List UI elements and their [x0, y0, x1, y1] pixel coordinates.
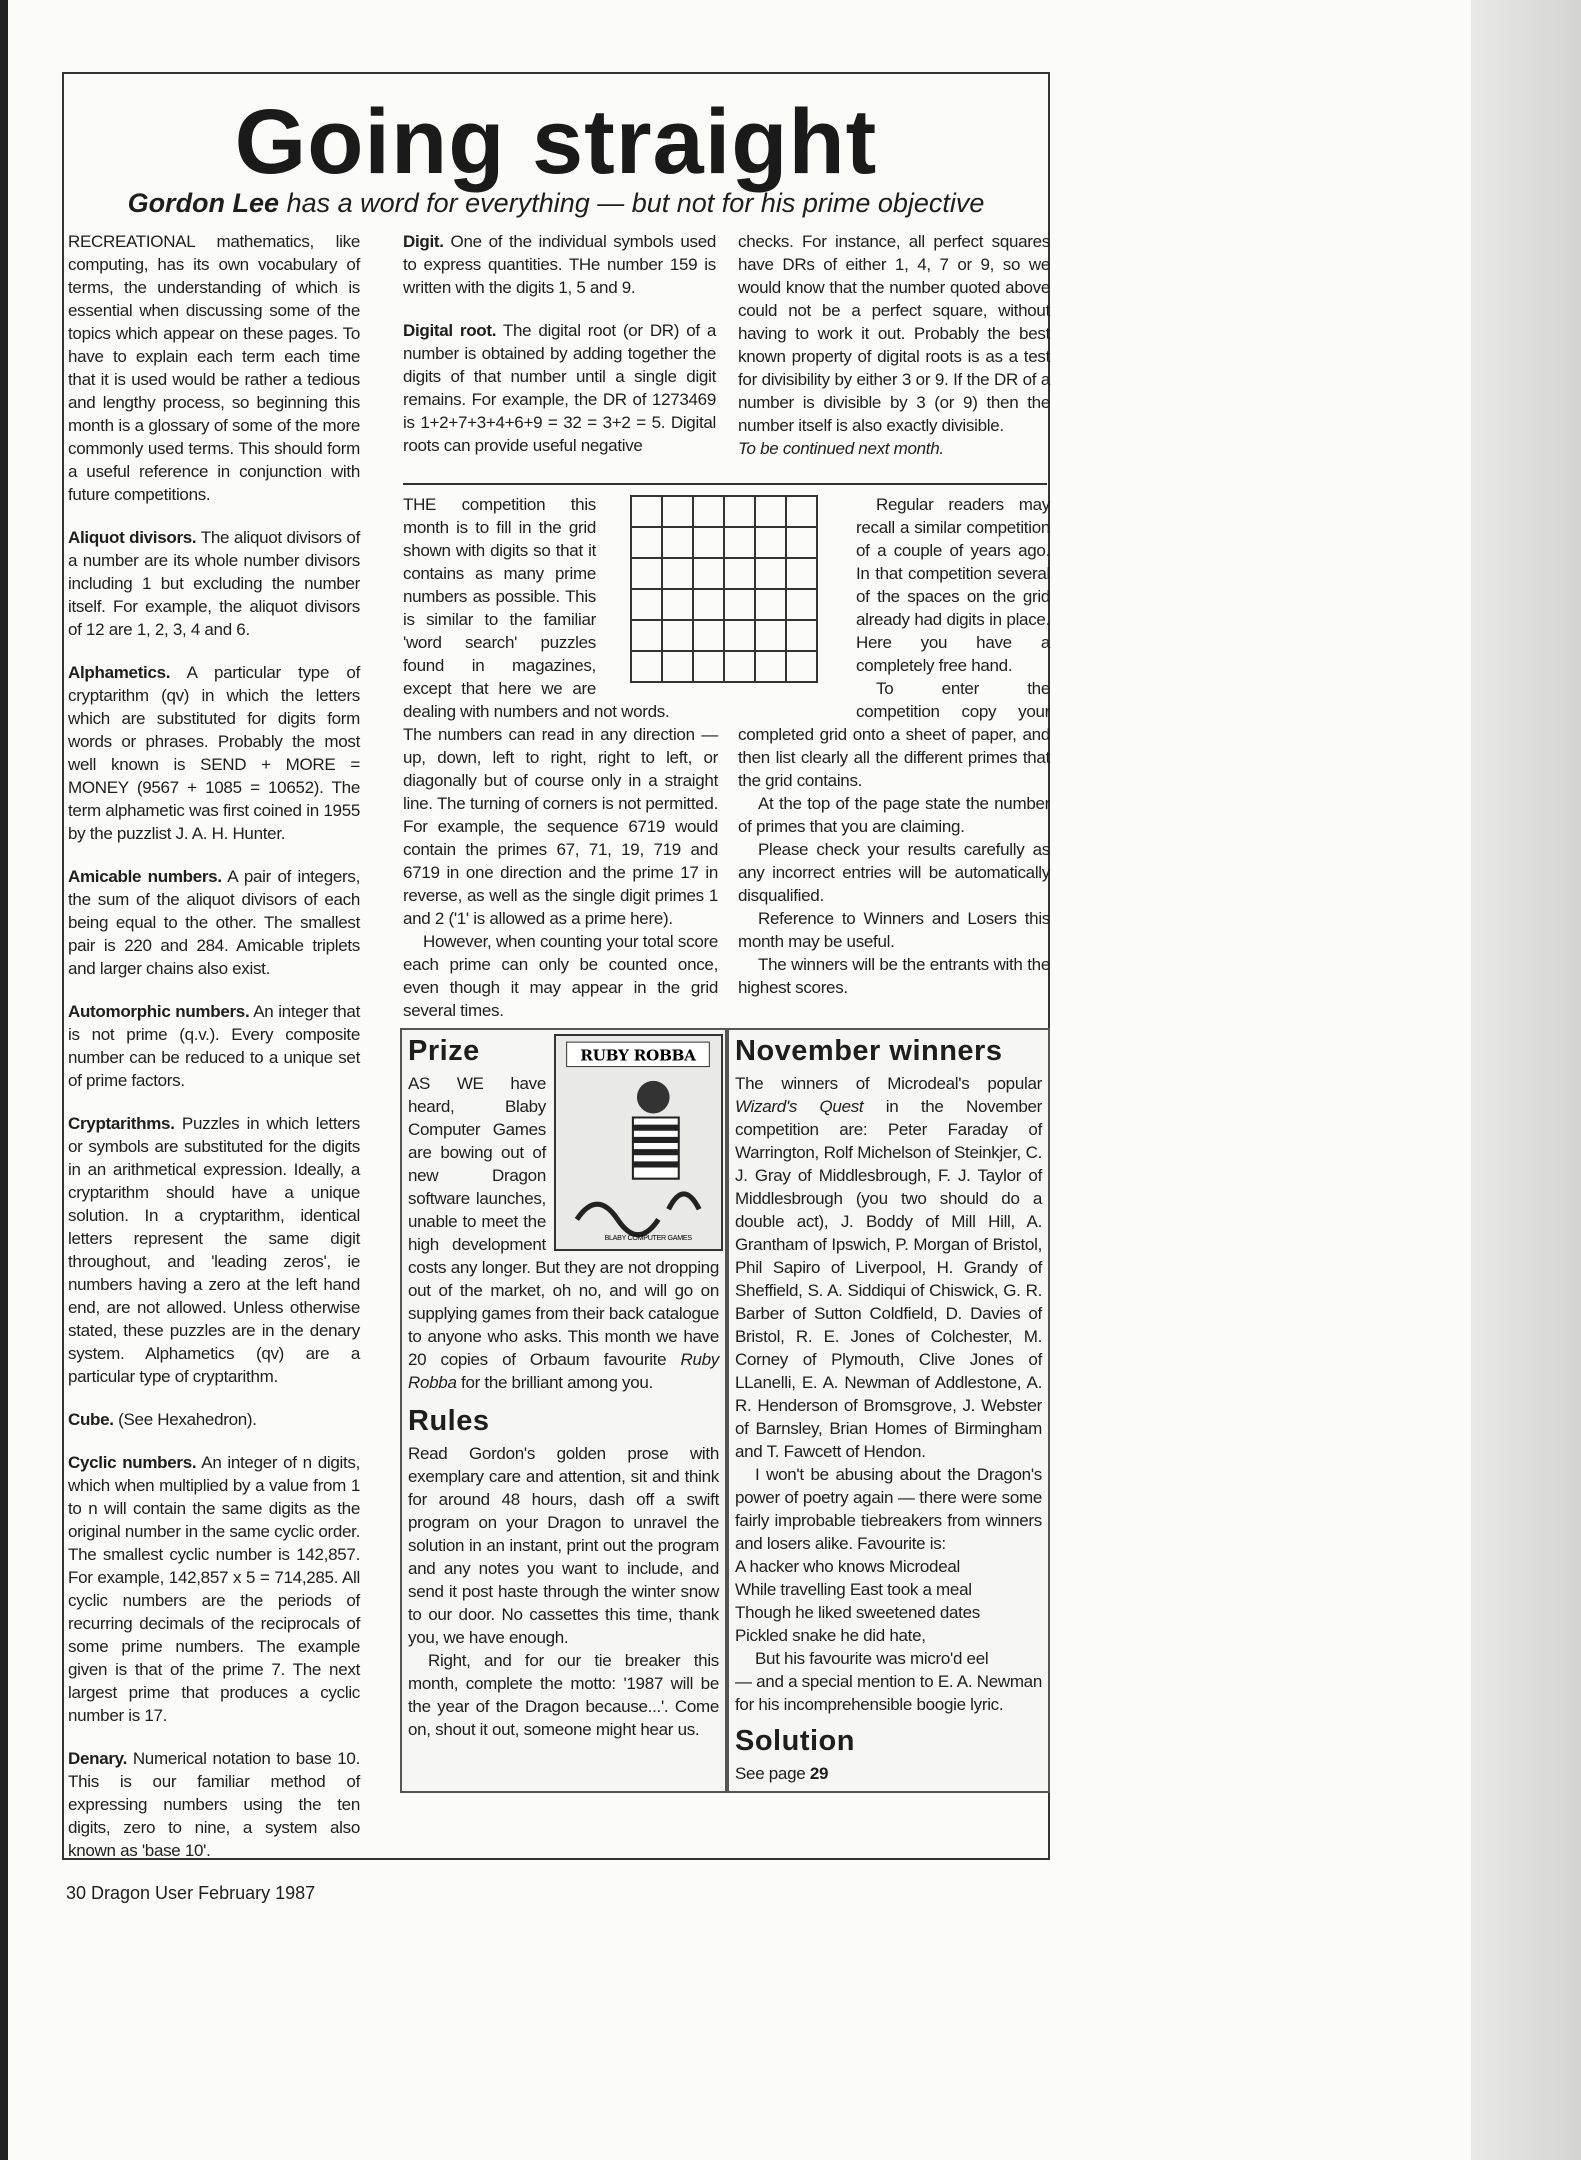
- grid-cell: [631, 527, 662, 558]
- mention-text: — and a special mention to E. A. Newman for his incomprehensible boogie lyric.: [735, 1672, 1042, 1714]
- grid-cell: [786, 620, 817, 651]
- divider: [403, 483, 1047, 485]
- solution-text: See page 29: [735, 1764, 829, 1783]
- glossary-text: checks. For instance, all perfect squares have DRs of either 1, 4, 7 or 9, so we would know that the number quoted above could not be a perfect square, without having to work it out. Probably the best known property of digital roots is as a test for divisibility by either 3 or 9. If the DR of a number is divisible by 3 (or 9) then the number itself is also exactly divisible.: [738, 232, 1050, 435]
- glossary-definition: Numerical notation to base 10. This is our familiar method of expressing numbers using the ten digits, zero to nine, a system also known as 'base 10'.: [68, 1749, 360, 1860]
- winners-box: [727, 1028, 1050, 1793]
- continued-note: To be continued next month.: [738, 439, 944, 458]
- scan-edge-right: [1471, 0, 1581, 2160]
- author: Gordon Lee: [127, 188, 280, 218]
- grid-cell: [693, 651, 724, 682]
- robber-illustration-icon: [556, 1036, 721, 1249]
- poem-line: While travelling East took a meal: [735, 1580, 972, 1599]
- glossary-entry: [68, 230, 360, 506]
- poem-line: A hacker who knows Microdeal: [735, 1557, 960, 1576]
- grid-cell: [693, 558, 724, 589]
- poem-line: Pickled snake he did hate,: [735, 1626, 926, 1645]
- competition-text: Reference to Winners and Losers this month may be useful.: [738, 909, 1050, 951]
- competition-text: The winners will be the entrants with the highest scores.: [738, 955, 1050, 997]
- glossary-definition: The aliquot divisors of a number are its whole number divisors including 1 but excluding the number itself. For example, the aliquot divisors of 12 are 1, 2, 3, 4 and 6.: [68, 528, 361, 639]
- glossary-entry: [68, 1451, 360, 1727]
- competition-text: Please check your results carefully as any incorrect entries will be automatically disqualified.: [738, 840, 1050, 905]
- tiebreaker-text: Right, and for our tie breaker this month, complete the motto: '1987 will be the year of the Dragon because...'. Come on, shout it out, someone might hear us.: [408, 1651, 719, 1739]
- glossary-entry: [68, 1408, 360, 1431]
- grid-cell: [755, 558, 786, 589]
- scan-edge-left: [0, 0, 8, 2160]
- poem: [735, 1555, 1042, 1670]
- cover-caption: BLABY COMPUTER GAMES: [604, 1233, 692, 1242]
- glossary-term: Cryptarithms.: [68, 1114, 175, 1133]
- grid-cell: [755, 589, 786, 620]
- grid-cell: [755, 496, 786, 527]
- grid-cell: [631, 651, 662, 682]
- glossary-term: Automorphic numbers.: [68, 1002, 250, 1021]
- poem-line: But his favourite was micro'd eel: [755, 1649, 989, 1668]
- glossary-definition: An integer that is not prime (q.v.). Every composite number can be reduced to a unique set of prime factors.: [68, 1002, 361, 1090]
- grid-cell: [662, 620, 693, 651]
- solution-page: 29: [809, 1764, 829, 1783]
- grid-cell: [631, 496, 662, 527]
- article-subtitle: [62, 188, 1050, 219]
- poem-line: Though he liked sweetened dates: [735, 1603, 980, 1622]
- game-name: Wizard's Quest: [735, 1097, 864, 1116]
- grid-cell: [724, 496, 755, 527]
- grid-cell: [786, 651, 817, 682]
- glossary-column-2: [400, 230, 716, 477]
- winners-heading: November winners: [735, 1035, 1003, 1067]
- glossary-column-1: [68, 230, 360, 1882]
- grid-cell: [786, 496, 817, 527]
- glossary-entry: [68, 661, 360, 845]
- competition-section: [400, 493, 1050, 1022]
- glossary-definition: The digital root (or DR) of a number is obtained by adding together the digits of that number until a single digit remains. For example, the DR of 1273469 is 1+2+7+3+4+6+9 = 32 = 3+2 = 5. Digital roots can provide useful negative: [403, 321, 716, 455]
- rules-heading: Rules: [408, 1405, 490, 1437]
- grid-cell: [755, 527, 786, 558]
- boxes-row: [400, 1028, 1050, 1793]
- prize-rules-box: [400, 1028, 727, 1793]
- competition-text: The numbers can read in any direction — up, down, left to right, right to left, or diagonally but of course only in a straight line. The turning of corners is not permitted. For example, the sequence 6719 would contain the primes 67, 71, 19, 719 and 6719 in one direction and the prime 17 in reverse, as well as the single digit primes 1 and 2 ('1' is allowed as a prime here).: [403, 725, 718, 928]
- grid-cell: [724, 527, 755, 558]
- grid-cell: [724, 589, 755, 620]
- glossary-definition: A pair of integers, the sum of the aliquot divisors of each being equal to the other. The smallest pair is 220 and 284. Amicable triplets and larger chains also exist.: [68, 867, 360, 978]
- subtitle-text: has a word for everything — but not for his prime objective: [279, 188, 985, 218]
- rules-text: Read Gordon's golden prose with exemplary care and attention, sit and think for around 48 hours, dash off a swift program on your Dragon to unravel the solution in an instant, print out the program and any notes you want to include, and send it post haste through the winter snow to our door. No cassettes this time, thank you, we have enough.: [408, 1444, 719, 1647]
- glossary-definition: RECREATIONAL mathematics, like computing, has its own vocabulary of terms, the understanding of which is essential when discussing some of the topics which appear on these pages. To have to explain each term each time that it is used would be rather a tedious and lengthy process, so beginning this month is a glossary of some of the more commonly used terms. This should form a useful reference in conjunction with future competitions.: [68, 232, 360, 504]
- grid-cell: [693, 527, 724, 558]
- glossary-definition: Puzzles in which letters or symbols are substituted for the digits in an arithmetical expression. Ideally, a cryptarithm should have a unique solution. In a cryptarithm, identical letters represent the same digit throughout, and 'leading zeros', ie numbers having a zero at the left hand end, are not allowed. Unless otherwise stated, these puzzles are in the denary system. Alphametics (qv) are a particular type of cryptarithm.: [68, 1114, 360, 1386]
- glossary-term: Amicable numbers.: [68, 867, 222, 886]
- grid-cell: [724, 558, 755, 589]
- glossary-term: Cyclic numbers.: [68, 1453, 197, 1472]
- prime-grid: [630, 495, 818, 683]
- grid-cell: [755, 620, 786, 651]
- competition-text: However, when counting your total score each prime can only be counted once, even though it may appear in the grid several times.: [403, 932, 718, 1020]
- glossary-definition: An integer of n digits, which when multiplied by a value from 1 to n will contain the same digits as the original number in the same cyclic order. The smallest cyclic number is 142,857. For example, 142,857 x 5 = 714,285. All cyclic numbers are the periods of recurring decimals of the reciprocals of some prime numbers. The example given is that of the prime 7. The next largest prime that produces a cyclic number is 17.: [68, 1453, 361, 1725]
- competition-text: THE competition this month is to fill in the grid shown with digits so that it contains as many prime numbers as possible. This is similar to the familiar 'word search' puzzles found in magazines, except that here we are dealing with numbers and not words.: [403, 495, 670, 721]
- winners-text: The winners of Microdeal's popular Wizard's Quest in the November competition are: Peter Faraday of Warrington, Rolf Michelson of Steinkjer, C. J. Gray of Middlesbrough, F. J. Taylor of Middlesbrough (you two should do a double act), J. Boddy of Mill Hill, A. Grantham of Ipswich, P. Morgan of Bristol, Phil Sapiro of Liverpool, H. Grandy of Sheffield, S. A. Siddiqui of Chiswick, G. R. Barber of Sutton Coldfield, D. Davies of Bristol, R. E. Jones of Colchester, M. Corney of Plymouth, Clive Jones of LLanelli, E. A. Newman of Addlestone, A. R. Henderson of Bromsgrove, J. Webster of Barnsley, Brian Homes of Birmingham and T. Fawcett of Hendon.: [735, 1074, 1043, 1461]
- glossary-term: Digit.: [403, 232, 444, 251]
- grid-cell: [662, 496, 693, 527]
- glossary-definition: A particular type of cryptarithm (qv) in which the letters which are substituted for digits form words or phrases. Probably the most well known is SEND + MORE = MONEY (9567 + 1085 = 10652). The term alphametic was first coined in 1955 by the puzzlist J. A. H. Hunter.: [68, 663, 360, 843]
- glossary-entry: [68, 1000, 360, 1092]
- glossary-term: Digital root.: [403, 321, 497, 340]
- grid-cell: [662, 589, 693, 620]
- grid-cell: [724, 620, 755, 651]
- grid-cell: [693, 620, 724, 651]
- glossary-entry: [68, 1112, 360, 1388]
- cover-title: RUBY ROBBA: [580, 1046, 696, 1065]
- grid-cell: [724, 651, 755, 682]
- grid-cell: [786, 558, 817, 589]
- ruby-robba-cover-image: [554, 1034, 723, 1251]
- glossary-entry: [403, 319, 716, 457]
- grid-cell: [786, 589, 817, 620]
- glossary-entry: [68, 526, 360, 641]
- poetry-text: I won't be abusing about the Dragon's power of poetry again — there were some fairly improbable tiebreakers from winners and losers alike. Favourite is:: [735, 1465, 1042, 1553]
- grid-cell: [786, 527, 817, 558]
- glossary-term: Alphametics.: [68, 663, 171, 682]
- grid-cell: [662, 651, 693, 682]
- glossary-entry: [403, 230, 716, 299]
- glossary-term: Aliquot divisors.: [68, 528, 197, 547]
- glossary-continued: [400, 230, 1050, 477]
- prize-text: AS WE have heard, Blaby Computer Games are bowing out of new Dragon software launches, unable to meet the high development costs any longer. But they are not dropping out of the market, oh no, and will go on supplying games from their back catalogue to anyone who asks. This month we have 20 copies of Orbaum favourite Ruby Robba for the brilliant among you.: [408, 1074, 719, 1392]
- grid-cell: [631, 620, 662, 651]
- competition-text: Regular readers may recall a similar competition of a couple of years ago. In that competition several of the spaces on the grid already had digits in place. Here you have a completely free hand.: [856, 495, 1050, 675]
- grid-cell: [631, 558, 662, 589]
- competition-text: At the top of the page state the number of primes that you are claiming.: [738, 794, 1050, 836]
- article-title: Going straight: [234, 91, 878, 193]
- grid-cell: [693, 589, 724, 620]
- glossary-term: Denary.: [68, 1749, 128, 1768]
- prize-heading: Prize: [408, 1035, 480, 1067]
- game-name: Ruby Robba: [408, 1350, 719, 1392]
- solution-heading: Solution: [735, 1725, 855, 1757]
- grid-cell: [662, 558, 693, 589]
- glossary-definition: (See Hexahedron).: [113, 1410, 257, 1429]
- grid-cell: [631, 589, 662, 620]
- glossary-entry: [68, 1747, 360, 1862]
- right-columns: [400, 230, 1050, 1793]
- grid-cell: [662, 527, 693, 558]
- glossary-term: Cube.: [68, 1410, 114, 1429]
- grid-cell: [755, 651, 786, 682]
- glossary-column-3: [738, 230, 1050, 477]
- glossary-definition: One of the individual symbols used to express quantities. THe number 159 is written with the digits 1, 5 and 9.: [403, 232, 716, 297]
- glossary-entry: [68, 865, 360, 980]
- competition-text: To enter the competition copy your completed grid onto a sheet of paper, and then list clearly all the different primes that the grid contains.: [738, 679, 1050, 790]
- page-footer: 30 Dragon User February 1987: [66, 1883, 316, 1903]
- grid-cell: [693, 496, 724, 527]
